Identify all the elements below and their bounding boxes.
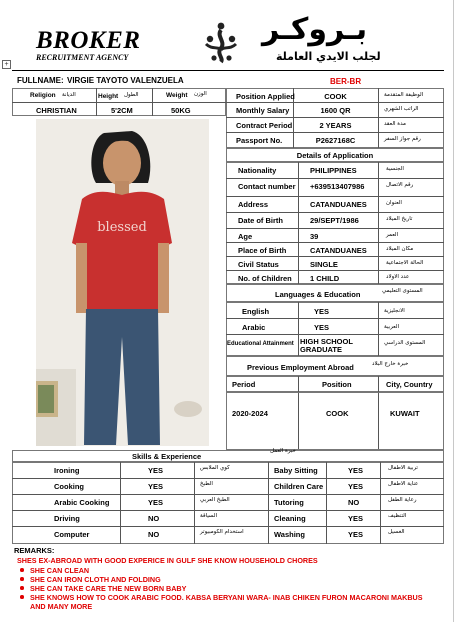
detail-label: Address <box>238 200 269 209</box>
details-row-divider <box>226 228 444 229</box>
detail-value: SINGLE <box>310 260 338 269</box>
skill-label: Ironing <box>54 466 80 475</box>
height-label: Height <box>98 93 119 100</box>
company-name-ar: بـروكـر <box>262 12 368 47</box>
height-label-ar: الطول <box>124 92 139 98</box>
detail-label-ar: الحالة الاجتماعية <box>386 260 424 266</box>
language-label-ar: المستوى الدراسي <box>384 340 426 346</box>
details-row-divider <box>226 256 444 257</box>
height-value: 5'2CM <box>111 106 133 115</box>
job-label: Position Applied <box>236 92 295 101</box>
skill-value: YES <box>148 466 164 475</box>
job-row-divider <box>226 132 444 133</box>
skills-row-divider <box>12 494 444 495</box>
company-tagline-ar: لجلب الايدي العاملة <box>276 50 381 63</box>
job-col-divider <box>378 88 379 148</box>
weight-label: Weight <box>166 92 188 99</box>
job-label: Monthly Salary <box>236 106 290 115</box>
job-value: COOK <box>324 92 347 101</box>
skill-label: Tutoring <box>274 498 304 507</box>
skill-label: Driving <box>54 514 80 523</box>
header <box>0 0 454 66</box>
job-label: Passport No. <box>236 136 283 145</box>
skills-col-divider <box>120 462 121 544</box>
fullname-value: VIRGIE TAYOTO VALENZUELA <box>67 76 184 85</box>
detail-value: CATANDUANES <box>310 246 367 255</box>
skill-value: NO <box>348 498 360 507</box>
employment-header-position: Position <box>322 380 352 389</box>
detail-label-ar: تاريخ الميلاد <box>386 216 413 222</box>
broker-logo-icon <box>200 20 242 64</box>
language-label: Educational Attainment <box>227 341 294 347</box>
languages-row-divider <box>226 334 444 335</box>
job-label-ar: مدة العقد <box>384 121 406 127</box>
skill-label: Arabic Cooking <box>54 498 110 507</box>
language-label-ar: الانجليزية <box>384 308 405 314</box>
language-value: YES <box>314 323 330 332</box>
candidate-photo <box>36 119 209 446</box>
details-row-divider <box>226 270 444 271</box>
religion-label-ar: الديانة <box>62 92 76 98</box>
detail-label-ar: عدد الاولاد <box>386 274 410 280</box>
languages-title-ar: المستوى التعليمي <box>382 288 423 294</box>
remarks-label: REMARKS: <box>14 546 55 555</box>
header-rule <box>12 70 444 71</box>
job-value: P2627168C <box>315 136 356 145</box>
job-label-ar: الراتب الشهري <box>384 106 419 112</box>
skill-label: Baby Sitting <box>274 466 318 475</box>
detail-label-ar: مكان الميلاد <box>386 246 414 252</box>
bio-col-divider <box>96 88 97 116</box>
remark-item: SHE CAN TAKE CARE THE NEW BORN BABY <box>30 584 187 593</box>
bio-col-divider <box>152 88 153 116</box>
religion-value: CHRISTIAN <box>36 106 77 115</box>
skill-label-ar: الطبخ العربي <box>200 497 230 503</box>
skill-value: NO <box>148 530 160 539</box>
detail-label: Place of Birth <box>238 246 287 255</box>
languages-title: Languages & Education <box>275 290 361 299</box>
employment-title: Previous Employment Abroad <box>247 363 354 372</box>
remark-bullet-icon <box>20 595 24 599</box>
remark-item: SHE CAN IRON CLOTH AND FOLDING <box>30 575 161 584</box>
detail-label: Contact number <box>238 182 296 191</box>
detail-value: +639513407986 <box>310 182 365 191</box>
fullname-label: FULLNAME: <box>17 76 64 85</box>
skill-label: Children Care <box>274 482 324 491</box>
skills-col-divider <box>268 462 269 544</box>
shirt-print-text: blessed <box>97 220 147 235</box>
detail-value: 1 CHILD <box>310 274 340 283</box>
skills-title-cell <box>12 450 444 462</box>
skills-row-divider <box>12 478 444 479</box>
skill-label-ar: استخدام الكومبيوتر <box>200 529 244 535</box>
language-label: Arabic <box>242 323 266 332</box>
skill-label-ar: عناية الاطفال <box>388 481 419 487</box>
skill-label-ar: تربية الاطفال <box>388 465 418 471</box>
job-label: Contract Period <box>236 121 293 130</box>
detail-value: 39 <box>310 232 319 241</box>
details-row-divider <box>226 178 444 179</box>
skill-value: NO <box>148 514 160 523</box>
details-col-divider <box>298 162 299 284</box>
reference-code: BER-BR <box>330 77 362 86</box>
company-name-en: BROKER <box>36 27 141 54</box>
languages-col-divider <box>378 302 379 356</box>
details-row-divider <box>226 212 444 213</box>
employment-header-country: City, Country <box>386 380 433 389</box>
employment-header-period: Period <box>232 380 256 389</box>
employment-row <box>226 392 444 450</box>
remark-item: SHE CAN CLEAN <box>30 566 90 575</box>
language-value: HIGH SCHOOL GRADUATE <box>300 337 353 354</box>
remark-item: AND MANY MORE <box>30 602 93 611</box>
job-value: 2 YEARS <box>319 121 352 130</box>
detail-label-ar: العنوان <box>386 200 402 206</box>
language-label: English <box>242 307 270 316</box>
skill-label-ar: السياقة <box>200 513 218 519</box>
skills-row-divider <box>12 526 444 527</box>
detail-value: CATANDUANES <box>310 200 367 209</box>
skills-col-divider <box>380 462 381 544</box>
detail-label: Age <box>238 232 253 241</box>
skill-label-ar: الطبخ <box>200 481 213 487</box>
employment-position: COOK <box>326 409 349 418</box>
skills-col-divider <box>326 462 327 544</box>
skill-value: YES <box>148 482 164 491</box>
remark-bullet-icon <box>20 577 24 581</box>
language-value: YES <box>314 307 330 316</box>
detail-label-ar: رقم الاتصال <box>386 182 414 188</box>
religion-label: Religion <box>30 92 56 99</box>
skills-row-divider <box>12 510 444 511</box>
employment-country: KUWAIT <box>390 409 420 418</box>
details-col-divider <box>378 162 379 284</box>
skill-label: Washing <box>274 530 305 539</box>
languages-col-divider <box>298 302 299 356</box>
skills-title-ar: خبرة العمل <box>270 448 296 454</box>
detail-label: Nationality <box>238 166 277 175</box>
skill-value: YES <box>348 530 364 539</box>
skill-value: YES <box>348 466 364 475</box>
job-label-ar: الوظيفة المتقدمة <box>384 92 424 98</box>
job-label-ar: رقم جواز السفر <box>384 136 421 142</box>
remark-bullet-icon <box>20 568 24 572</box>
remarks-intro: SHES EX-ABROAD WITH GOOD EXPERICE IN GULF SHE KNOW HOUSEHOLD CHORES <box>17 556 318 565</box>
remark-bullet-icon <box>20 586 24 590</box>
skill-label: Cleaning <box>274 514 306 523</box>
employment-period: 2020-2024 <box>232 409 268 418</box>
skill-label-ar: كوي الملابس <box>200 465 230 471</box>
weight-value: 50KG <box>171 106 191 115</box>
skill-label-ar: رعاية الطفل <box>388 497 417 503</box>
skill-label: Cooking <box>54 482 84 491</box>
detail-label-ar: الجنسية <box>386 166 404 172</box>
skills-col-divider <box>194 462 195 544</box>
employment-title-ar: خبرة خارج البلاد <box>372 361 409 367</box>
details-title: Details of Application <box>296 151 374 160</box>
job-row-divider <box>226 102 444 103</box>
remark-item: SHE KNOWS HOW TO COOK ARABIC FOOD. KABSA BERYANI WARA- INAB CHIKEN FURON MACARONI MAKBUS <box>30 593 423 602</box>
job-row-divider <box>226 117 444 118</box>
detail-label: Civil Status <box>238 260 279 269</box>
skills-title: Skills & Experience <box>132 452 202 461</box>
detail-value: PHILIPPINES <box>310 166 357 175</box>
details-row-divider <box>226 196 444 197</box>
detail-label: No. of Children <box>238 274 292 283</box>
skill-value: YES <box>148 498 164 507</box>
weight-label-ar: الوزن <box>194 91 207 97</box>
skill-value: YES <box>348 514 364 523</box>
detail-label-ar: العمر <box>386 232 399 238</box>
detail-value: 29/SEPT/1986 <box>310 216 359 225</box>
move-handle-icon[interactable]: + <box>2 60 11 69</box>
skill-label-ar: الغسيل <box>388 529 405 535</box>
skill-label-ar: التنظيف <box>388 513 407 519</box>
skill-value: YES <box>348 482 364 491</box>
details-row-divider <box>226 242 444 243</box>
detail-label: Date of Birth <box>238 216 283 225</box>
bio-divider <box>12 102 226 103</box>
language-label-ar: العربية <box>384 324 400 330</box>
company-tagline-en: RECRUITMENT AGENCY <box>36 53 129 62</box>
job-value: 1600 QR <box>320 106 351 115</box>
skill-label: Computer <box>54 530 90 539</box>
languages-row-divider <box>226 318 444 319</box>
